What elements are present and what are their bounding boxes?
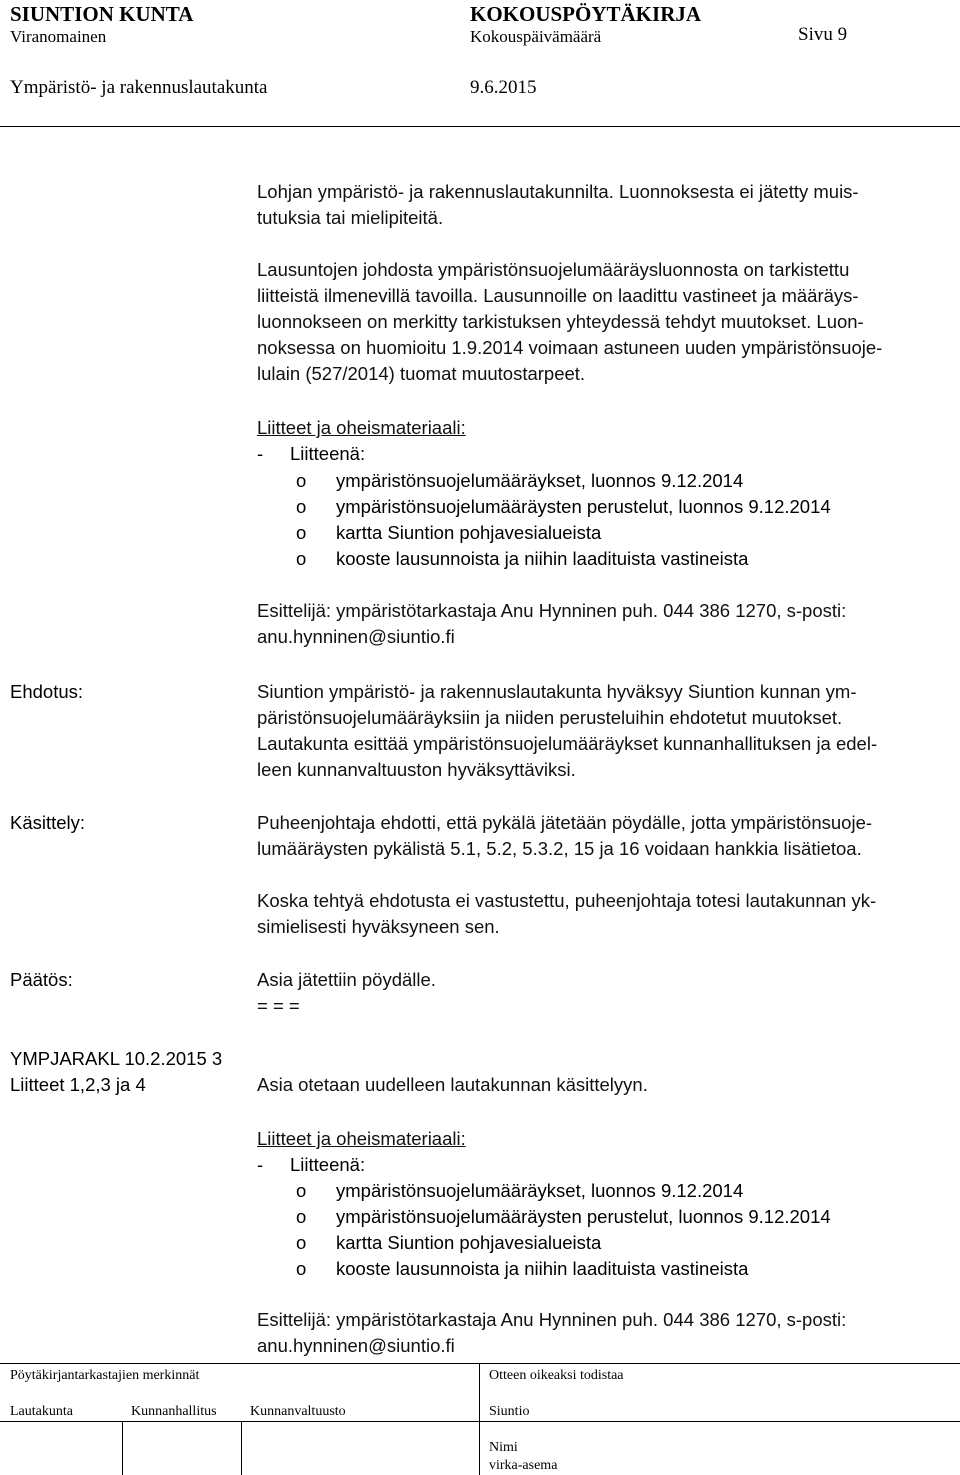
presenter-line: Esittelijä: ympäristötarkastaja Anu Hynninen puh. 044 386 1270, s-posti: xyxy=(257,600,847,621)
decision-text: Asia jätettiin pöydälle. xyxy=(257,969,436,990)
bullet-marker: o xyxy=(296,496,307,517)
text-line: tutuksia tai mielipiteitä. xyxy=(257,207,444,228)
bullet-marker: o xyxy=(296,470,307,491)
text-line: Koska tehtyä ehdotusta ei vastustettu, puheenjohtaja totesi lautakunnan yk- xyxy=(257,890,877,911)
meeting-date-label: Kokouspäivämäärä xyxy=(470,27,602,46)
footer-council: Kunnanvaltuusto xyxy=(250,1404,346,1419)
presenter-email: anu.hynninen@siuntio.fi xyxy=(257,1335,455,1356)
attachment-item xyxy=(296,494,831,520)
footer-cell-divider xyxy=(122,1421,123,1475)
attachments-heading-2: Liitteet ja oheismateriaali: xyxy=(257,1128,466,1149)
proposal-text xyxy=(257,679,877,783)
text-line: Lausuntojen johdosta ympäristönsuojelumääräysluonnosta on tarkistettu xyxy=(257,259,850,280)
header-rule xyxy=(0,126,960,127)
attachment-item xyxy=(296,546,748,572)
bullet-marker: o xyxy=(296,1232,307,1253)
presenter-paragraph xyxy=(257,598,846,650)
authority-name: Ympäristö- ja rakennuslautakunta xyxy=(10,77,268,98)
attachment-item xyxy=(296,520,601,546)
text-line: päristönsuojelumääräyksiin ja niiden perusteluihin ehdotetut muutokset. xyxy=(257,707,843,728)
bullet-marker: o xyxy=(296,548,307,569)
proposal-label: Ehdotus: xyxy=(10,681,84,702)
attachment-item-text: kooste lausunnoista ja niihin laadituista vastineista xyxy=(336,1258,749,1279)
intro-paragraph-1 xyxy=(257,179,859,231)
handling-paragraph-1 xyxy=(257,810,872,862)
bullet-marker: o xyxy=(296,1180,307,1201)
attachment-item xyxy=(296,1230,601,1256)
text-line: Siuntion ympäristö- ja rakennuslautakunta hyväksyy Siuntion kunnan ym- xyxy=(257,681,857,702)
page-number: Sivu 9 xyxy=(798,24,848,45)
footer-board: Lautakunta xyxy=(10,1404,73,1419)
presenter-email: anu.hynninen@siuntio.fi xyxy=(257,626,455,647)
attachment-item xyxy=(296,1178,743,1204)
text-line: noksessa on huomioitu 1.9.2014 voimaan astuneen uuden ympäristönsuoje- xyxy=(257,337,883,358)
text-line: simielisesti hyväksyneen sen. xyxy=(257,916,500,937)
attachment-item xyxy=(296,1204,831,1230)
text-line: Lautakunta esittää ympäristönsuojelumääräykset kunnanhallituksen ja edel- xyxy=(257,733,878,754)
footer-name-label: Nimi xyxy=(489,1440,518,1455)
text-line: liitteistä ilmenevillä tavoilla. Lausunnoille on laadittu vastineet ja määräys- xyxy=(257,285,859,306)
footer-certified-label: Otteen oikeaksi todistaa xyxy=(489,1368,624,1383)
text-line: leen kunnanvaltuuston hyväksyttäviksi. xyxy=(257,759,576,780)
footer-top-rule xyxy=(0,1363,960,1364)
footer-title-label: virka-asema xyxy=(489,1458,558,1473)
authority-label: Viranomainen xyxy=(10,27,107,46)
item-text: Asia otetaan uudelleen lautakunnan käsittelyyn. xyxy=(257,1074,648,1095)
decision-separator: = = = xyxy=(257,995,300,1016)
attachments-sub: Liitteenä: xyxy=(290,443,366,464)
footer-municipality: Siuntio xyxy=(489,1404,530,1419)
footer-cell-divider xyxy=(241,1421,242,1475)
decision-label: Päätös: xyxy=(10,969,73,990)
handling-paragraph-2 xyxy=(257,888,876,940)
handling-label: Käsittely: xyxy=(10,812,86,833)
attachment-item-text: kooste lausunnoista ja niihin laadituista vastineista xyxy=(336,548,749,569)
footer-mid-rule xyxy=(0,1421,960,1422)
footer-checkers-label: Pöytäkirjantarkastajien merkinnät xyxy=(10,1368,200,1383)
attachments-dash: - xyxy=(257,443,264,464)
footer-council-exec: Kunnanhallitus xyxy=(131,1404,217,1419)
attachments-dash-2: - xyxy=(257,1154,264,1175)
attachment-item xyxy=(296,468,743,494)
presenter-line: Esittelijä: ympäristötarkastaja Anu Hynninen puh. 044 386 1270, s-posti: xyxy=(257,1309,847,1330)
attachment-item-text: ympäristönsuojelumääräysten perustelut, luonnos 9.12.2014 xyxy=(336,1206,831,1227)
org-name: SIUNTION KUNTA xyxy=(10,2,194,26)
presenter-paragraph-2 xyxy=(257,1307,846,1359)
intro-paragraph-2 xyxy=(257,257,882,387)
text-line: luonnokseen on merkitty tarkistuksen yhteydessä tehdyt muutokset. Luon- xyxy=(257,311,864,332)
bullet-marker: o xyxy=(296,522,307,543)
text-line: Puheenjohtaja ehdotti, että pykälä jätetään pöydälle, jotta ympäristönsuoje- xyxy=(257,812,873,833)
attachment-item-text: ympäristönsuojelumääräykset, luonnos 9.12.2014 xyxy=(336,470,744,491)
meeting-date: 9.6.2015 xyxy=(470,77,537,98)
text-line: lumääräysten pykälistä 5.1, 5.2, 5.3.2, 15 ja 16 voidaan hankkia lisätietoa. xyxy=(257,838,862,859)
attachment-item-text: kartta Siuntion pohjavesialueista xyxy=(336,1232,602,1253)
attachment-item-text: kartta Siuntion pohjavesialueista xyxy=(336,522,602,543)
text-line: Lohjan ympäristö- ja rakennuslautakunnilta. Luonnoksesta ei jätetty muis- xyxy=(257,181,859,202)
bullet-marker: o xyxy=(296,1258,307,1279)
item-reference: YMPJARAKL 10.2.2015 3 xyxy=(10,1048,223,1069)
attachments-heading: Liitteet ja oheismateriaali: xyxy=(257,417,466,438)
doc-type: KOKOUSPÖYTÄKIRJA xyxy=(470,2,702,26)
attachment-item xyxy=(296,1256,748,1282)
footer-divider xyxy=(479,1363,480,1475)
attachment-item-text: ympäristönsuojelumääräykset, luonnos 9.12.2014 xyxy=(336,1180,744,1201)
bullet-marker: o xyxy=(296,1206,307,1227)
item-attachments-label: Liitteet 1,2,3 ja 4 xyxy=(10,1074,146,1095)
attachment-item-text: ympäristönsuojelumääräysten perustelut, luonnos 9.12.2014 xyxy=(336,496,831,517)
attachments-sub-2: Liitteenä: xyxy=(290,1154,366,1175)
text-line: lulain (527/2014) tuomat muutostarpeet. xyxy=(257,363,586,384)
